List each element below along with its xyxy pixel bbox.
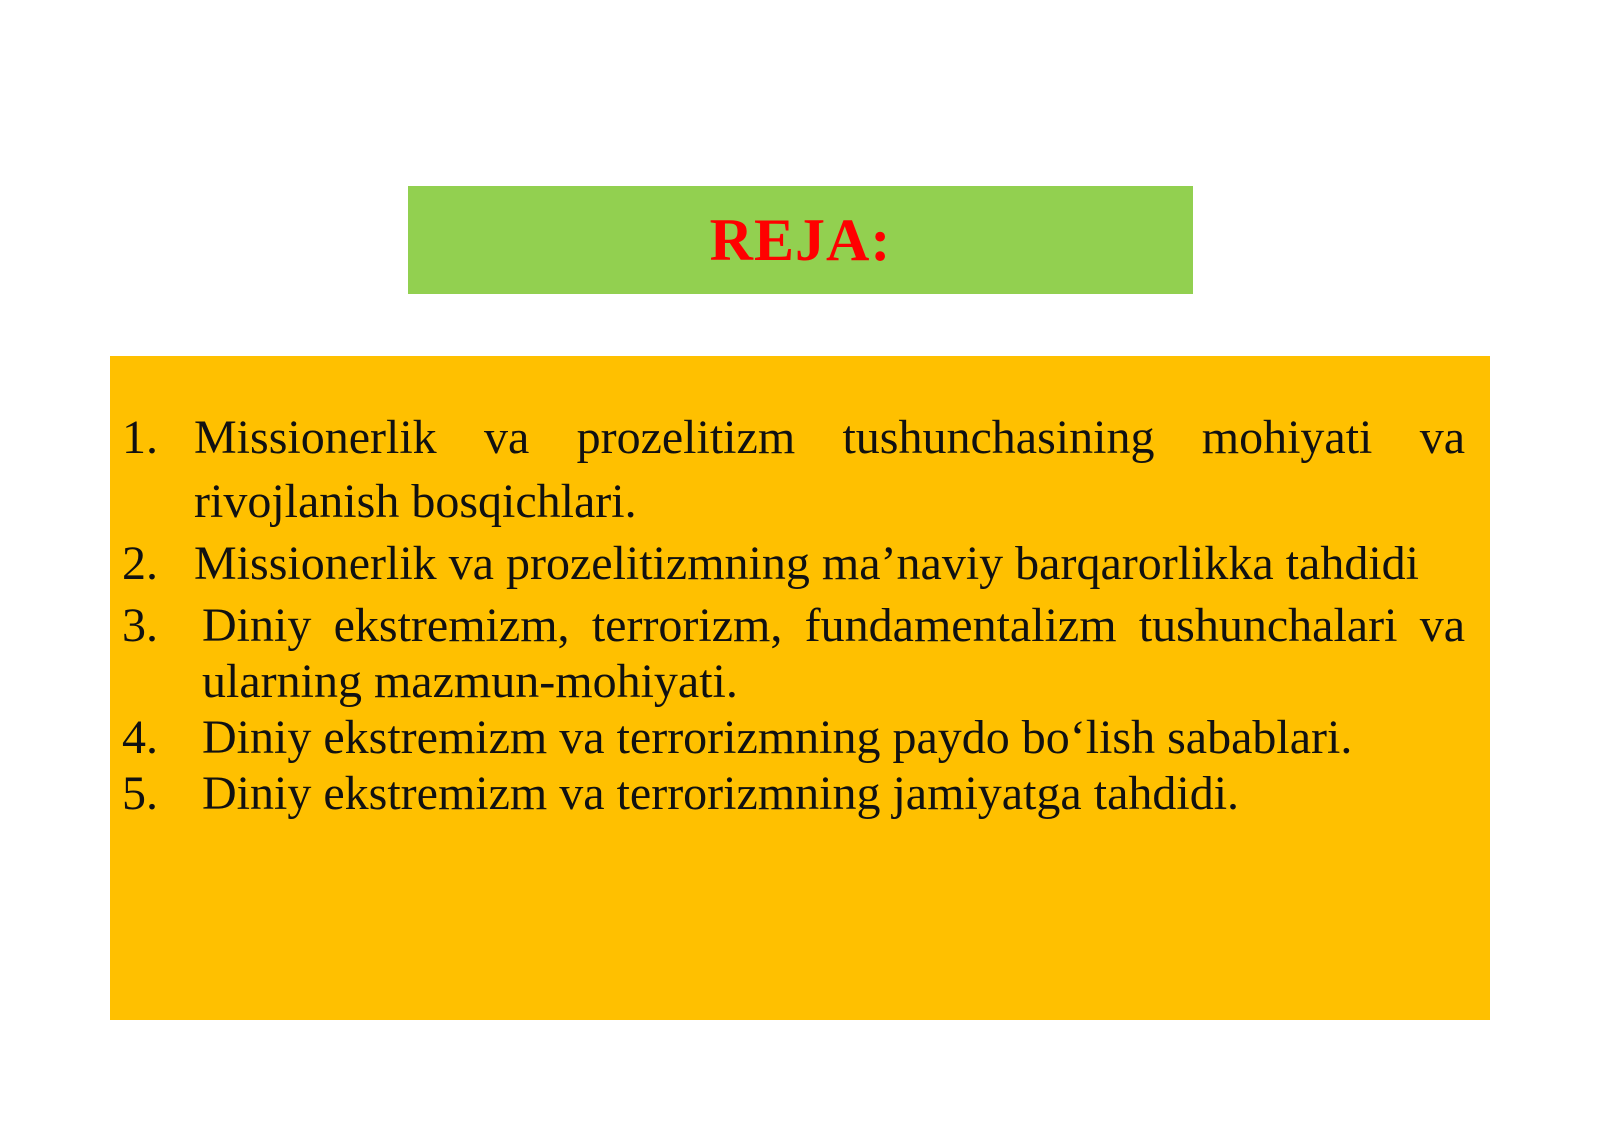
list-item (122, 538, 1465, 590)
list-item-text: Diniy ekstremizm va terrorizmning paydo bo‘lish sabablari. (202, 711, 1353, 764)
list-item (122, 406, 1465, 534)
list-item (122, 766, 1465, 822)
list-item-number: 1. (122, 411, 158, 464)
list-item-number: 3. (122, 599, 158, 652)
title-banner (408, 186, 1193, 294)
list-item-number: 2. (122, 537, 158, 590)
list-item (122, 710, 1465, 766)
list-item-number: 4. (122, 711, 158, 764)
list-item-text: Diniy ekstremizm va terrorizmning jamiyatga tahdidi. (202, 767, 1240, 820)
list-item-text: Missionerlik va prozelitizm tushunchasining mohiyati va rivojlanish bosqichlari. (194, 411, 1465, 528)
list-item-text: Diniy ekstremizm, terrorizm, fundamentalizm tushunchalari va ularning mazmun-mohiyati. (202, 599, 1465, 708)
page-title: REJA: (709, 207, 892, 273)
plan-panel (110, 356, 1490, 1020)
list-item-number: 5. (122, 767, 158, 820)
list-item (122, 598, 1465, 710)
plan-list (122, 406, 1465, 822)
list-item-text: Missionerlik va prozelitizmning ma’naviy barqarorlikka tahdidi (194, 537, 1420, 590)
